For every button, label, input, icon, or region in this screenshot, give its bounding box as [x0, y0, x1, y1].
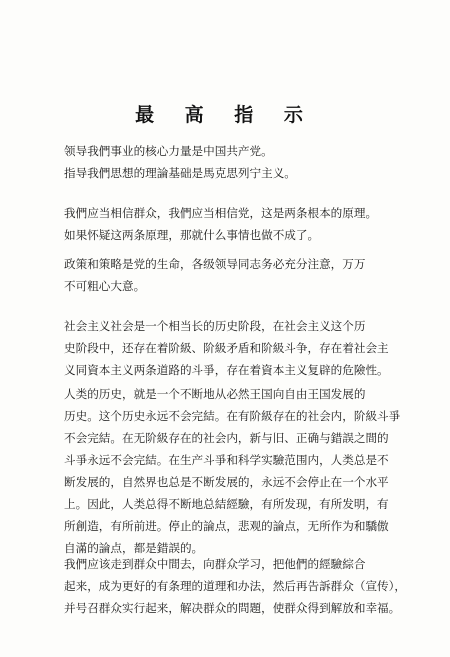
paragraph-line: 我們应当相信群众，我們应当相信党，这是两条根本的原理。: [64, 206, 378, 220]
page-title: 最 高 指 示: [135, 104, 315, 126]
paragraph-line: 我們应该走到群众中間去，向群众学习，把他們的經驗綜合: [64, 557, 366, 571]
paragraph-line: 所創造，有所前进。停止的論点，悲观的論点，无所作为和驕傲: [64, 519, 389, 533]
paragraph-line: 政策和策略是党的生命，各级领导同志务必充分注意，万万: [64, 257, 366, 271]
paragraph-line: 指导我們思想的理論基础是馬克思列宁主义。: [64, 166, 296, 180]
paragraph-line: 并号召群众实行起来，解决群众的問題，使群众得到解放和幸福。: [64, 601, 401, 615]
paragraph-line: 起来，成为更好的有条理的道理和办法，然后再告訴群众（宣传），: [64, 579, 407, 593]
paragraph-line: 领导我們事业的核心力量是中国共产党。: [64, 144, 273, 158]
paragraph-line: 不会完結。在无阶級存在的社会内，新与旧、正确与錯誤之間的: [64, 431, 389, 445]
paragraph-line: 如果怀疑这两条原理，那就什么事情也做不成了。: [64, 228, 320, 242]
paragraph-line: 断发展的，自然界也总是不断发展的，永远不会停止在一个水平: [64, 475, 389, 489]
paragraph-5: [64, 383, 414, 559]
paragraph-line: 义同資本主义两条道路的斗爭，存在着資本主义复辟的危險性。: [64, 363, 389, 377]
paragraph-6: [64, 553, 414, 619]
paragraph-line: 上。因此，人类总得不断地总結經驗，有所发现，有所发明，有: [64, 497, 389, 511]
paragraph-line: 史阶段中，还存在着阶級、阶級矛盾和阶級斗争，存在着社会主: [64, 341, 389, 355]
paragraph-line: 人类的历史，就是一个不断地从必然王国向自由王国发展的: [64, 387, 366, 401]
paragraph-1: [64, 140, 414, 184]
paragraph-line: 斗爭永远不会完結。在生产斗爭和科学实驗范围内，人类总是不: [64, 453, 389, 467]
paragraph-4: [64, 315, 414, 381]
paragraph-line: 自滿的論点，都是錯誤的。: [64, 541, 204, 555]
paragraph-line: 社会主义社会是一个相当长的历史阶段，在社会主义这个历: [64, 319, 366, 333]
paragraph-line: 不可粗心大意。: [64, 279, 146, 293]
paragraph-2: [64, 202, 414, 246]
paragraph-3: [64, 253, 414, 297]
paragraph-line: 历史。这个历史永远不会完結。在有阶級存在的社会内，阶級斗爭: [64, 409, 401, 423]
